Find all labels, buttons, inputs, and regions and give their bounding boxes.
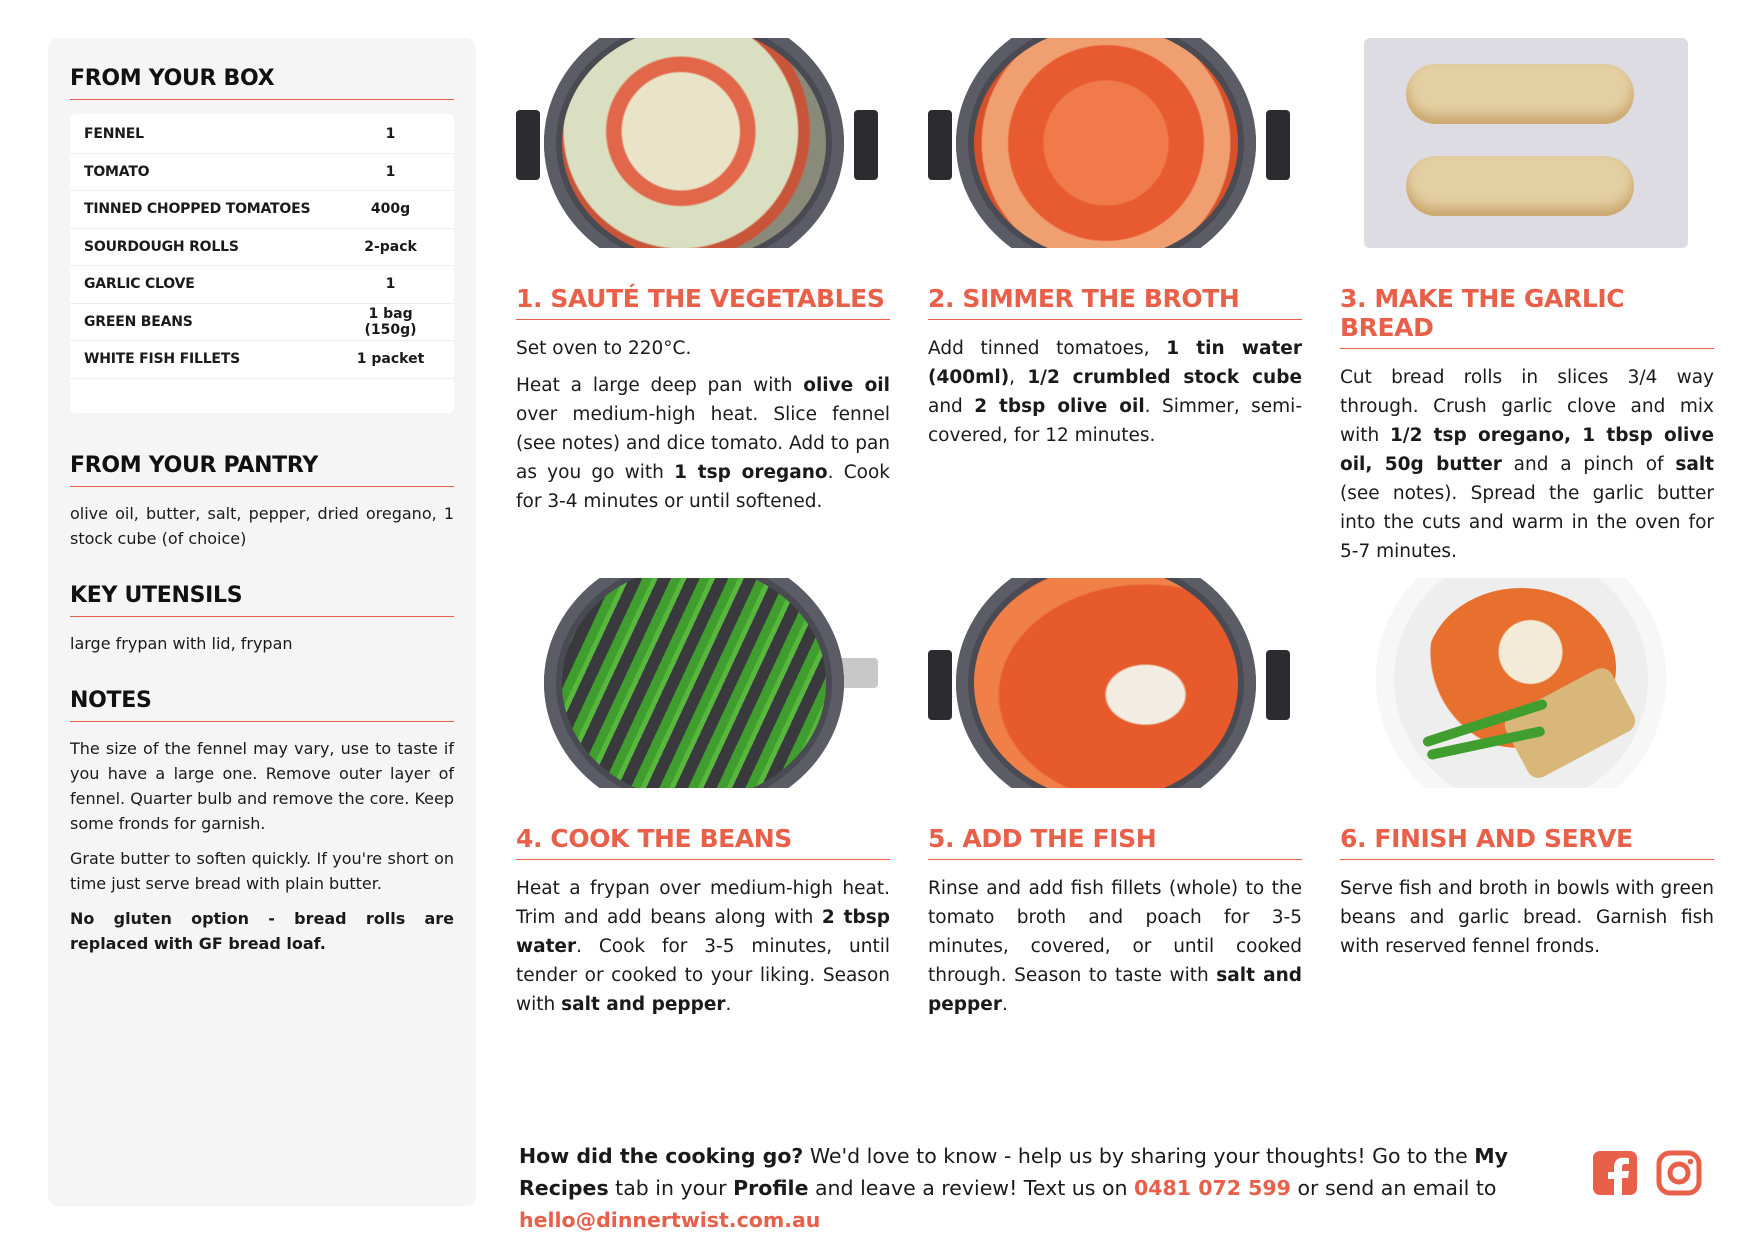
notes-title: NOTES: [70, 688, 454, 722]
step-6-photo: [1340, 578, 1702, 788]
review-footer: How did the cooking go? We'd love to know - help us by sharing your thoughts! Go to the My Recipes tab in your Profile and leave a review! Text us on 0481 072 599 or send an email to hello@dinnertwist.com.au: [519, 1144, 1509, 1232]
step-text: Rinse and add fish fillets (whole) to the tomato broth and poach for 3-5 minutes, covered, or until cooked through. Season to taste with salt and pepper.: [928, 878, 1302, 1015]
item-name: GARLIC CLOVE: [84, 276, 195, 293]
item-qty: 1 packet: [356, 351, 425, 368]
item-qty: 400g: [370, 201, 411, 218]
table-row: [70, 116, 454, 154]
step-text: Set oven to 220°C.: [516, 338, 692, 359]
step-text: Add tinned tomatoes, 1 tin water (400ml), 1/2 crumbled stock cube and 2 tbsp olive oil. Simmer, semi-covered, for 12 minutes.: [928, 338, 1302, 446]
step-4: [516, 578, 890, 1019]
step-3-photo: [1340, 38, 1702, 248]
sidebar: [48, 38, 476, 1206]
step-title: 4. COOK THE BEANS: [516, 824, 890, 860]
step-title: 6. FINISH AND SERVE: [1340, 824, 1714, 860]
item-name: TOMATO: [84, 163, 150, 180]
box-title: FROM YOUR BOX: [70, 66, 454, 100]
table-row: [70, 229, 454, 267]
pantry-title: FROM YOUR PANTRY: [70, 453, 454, 487]
step-1-photo: [516, 38, 878, 248]
step-5: [928, 578, 1302, 1019]
utensils-text: large frypan with lid, frypan: [70, 633, 293, 653]
step-text: Cut bread rolls in slices 3/4 way through. Crush garlic clove and mix with 1/2 tsp oregano, 1 tbsp olive oil, 50g butter and a pinch of salt (see notes). Spread the garlic butter into the cuts and warm in the oven for 5-7 minutes.: [1340, 367, 1715, 562]
item-name: GREEN BEANS: [84, 313, 193, 330]
pantry-text: olive oil, butter, salt, pepper, dried oregano, 1 stock cube (of choice): [70, 503, 454, 548]
my-recipes-label: My Recipes: [519, 1144, 1509, 1200]
item-name: TINNED CHOPPED TOMATOES: [84, 201, 311, 218]
item-name: FENNEL: [84, 126, 144, 143]
table-row: [70, 191, 454, 229]
item-name: SOURDOUGH ROLLS: [84, 238, 239, 255]
step-1: [516, 38, 890, 516]
table-row: [70, 154, 454, 192]
step-2: [928, 38, 1302, 450]
item-qty: 1 bag (150g): [364, 305, 417, 338]
profile-label: Profile: [733, 1176, 809, 1200]
step-title: 1. SAUTÉ THE VEGETABLES: [516, 284, 890, 320]
facebook-icon[interactable]: [1592, 1150, 1638, 1196]
phone-link[interactable]: 0481 072 599: [1134, 1176, 1291, 1200]
step-title: 2. SIMMER THE BROTH: [928, 284, 1302, 320]
table-row: [70, 266, 454, 304]
step-2-photo: [928, 38, 1290, 248]
item-name: WHITE FISH FILLETS: [84, 351, 241, 368]
table-row: [70, 304, 454, 342]
utensils-title: KEY UTENSILS: [70, 583, 454, 617]
table-row: [70, 341, 454, 379]
step-text: Serve fish and broth in bowls with green beans and garlic bread. Garnish fish with reserved fennel fronds.: [1340, 878, 1714, 957]
item-qty: 1: [385, 163, 396, 180]
step-6: [1340, 578, 1714, 961]
email-link[interactable]: hello@dinnertwist.com.au: [519, 1208, 821, 1232]
step-text: Heat a large deep pan with olive oil over medium-high heat. Slice fennel (see notes) and dice tomato. Add to pan as you go with 1 tsp oregano. Cook for 3-4 minutes or until softened.: [516, 375, 890, 512]
note-gf: No gluten option - bread rolls are replaced with GF bread loaf.: [70, 908, 454, 953]
box-table: [70, 114, 454, 413]
item-qty: 2-pack: [364, 238, 417, 255]
step-title: 3. MAKE THE GARLIC BREAD: [1340, 284, 1714, 349]
instagram-icon[interactable]: [1656, 1150, 1702, 1196]
step-4-photo: [516, 578, 878, 788]
step-5-photo: [928, 578, 1290, 788]
step-3: [1340, 38, 1714, 566]
step-title: 5. ADD THE FISH: [928, 824, 1302, 860]
step-text: Heat a frypan over medium-high heat. Trim and add beans along with 2 tbsp water. Cook for 3-5 minutes, until tender or cooked to your liking. Season with salt and pepper.: [516, 878, 890, 1015]
item-qty: 1: [385, 126, 396, 143]
footer-question: How did the cooking go?: [519, 1144, 804, 1168]
note-text: Grate butter to soften quickly. If you're short on time just serve bread with plain butter.: [70, 848, 454, 893]
note-text: The size of the fennel may vary, use to taste if you have a large one. Remove outer layer of fennel. Quarter bulb and remove the core. Keep some fronds for garnish.: [70, 738, 454, 833]
item-qty: 1: [385, 276, 396, 293]
